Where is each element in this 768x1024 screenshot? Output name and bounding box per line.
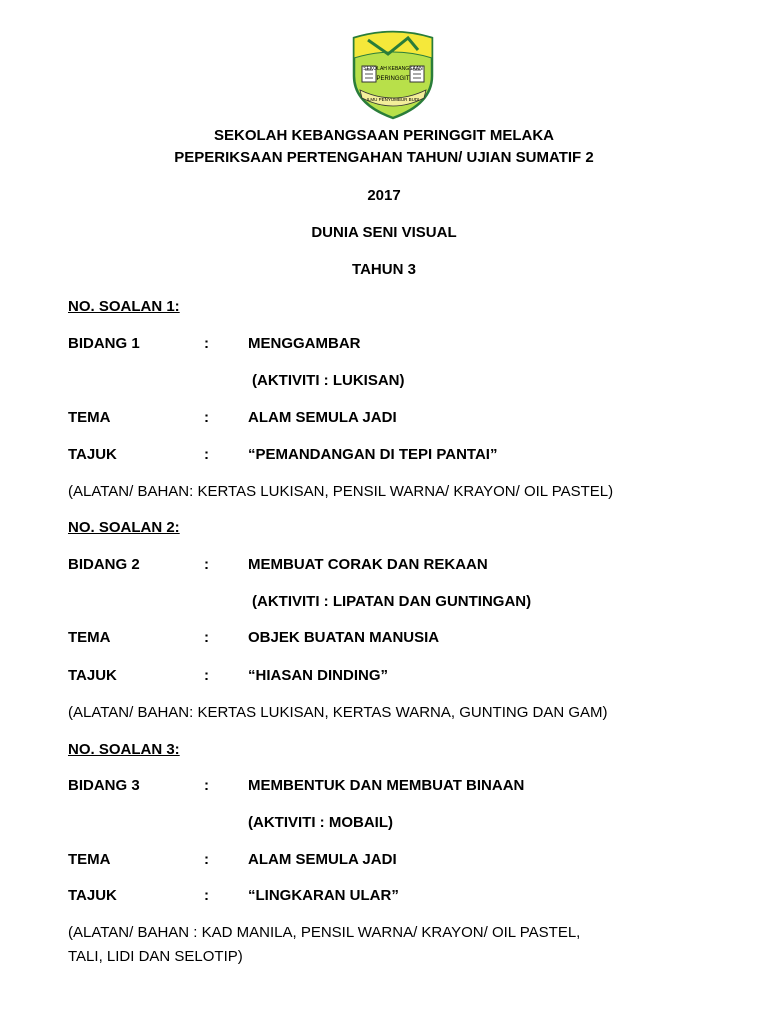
section-2-bidang-label: BIDANG 2 — [68, 556, 140, 573]
section-1-tajuk-label: TAJUK — [68, 446, 117, 463]
section-3-bidang-label: BIDANG 3 — [68, 777, 140, 794]
section-1-tajuk-colon: : — [204, 446, 209, 463]
section-1-alatan: (ALATAN/ BAHAN: KERTAS LUKISAN, PENSIL WARNA/ KRAYON/ OIL PASTEL) — [68, 483, 614, 500]
section-1-aktiviti: (AKTIVITI : LUKISAN) — [252, 372, 405, 389]
section-1-bidang-colon: : — [204, 335, 209, 352]
section-1-heading: NO. SOALAN 1: — [68, 298, 180, 315]
section-2-tema-value: OBJEK BUATAN MANUSIA — [248, 629, 440, 646]
section-1-tema-value: ALAM SEMULA JADI — [248, 409, 397, 426]
section-1-bidang-label: BIDANG 1 — [68, 335, 140, 352]
section-3-bidang-colon: : — [204, 777, 209, 794]
section-2-tajuk-colon: : — [204, 667, 209, 684]
section-3-alatan-line-2: TALI, LIDI DAN SELOTIP) — [68, 948, 243, 965]
section-3-bidang-value: MEMBENTUK DAN MEMBUAT BINAAN — [248, 777, 525, 794]
section-3-heading: NO. SOALAN 3: — [68, 741, 180, 758]
section-3-aktiviti: (AKTIVITI : MOBAIL) — [248, 814, 393, 831]
section-2-tajuk-label: TAJUK — [68, 667, 117, 684]
section-2-tema-colon: : — [204, 629, 209, 646]
section-2-aktiviti: (AKTIVITI : LIPATAN DAN GUNTINGAN) — [252, 593, 532, 610]
section-3-tajuk-colon: : — [204, 887, 209, 904]
section-2-heading: NO. SOALAN 2: — [68, 519, 180, 536]
crest-text-mid: PERINGGIT — [376, 76, 410, 82]
subject-title: DUNIA SENI VISUAL — [311, 224, 457, 241]
exam-title: PEPERIKSAAN PERTENGAHAN TAHUN/ UJIAN SUMATIF 2 — [174, 149, 594, 166]
section-3-alatan-line-1: (ALATAN/ BAHAN : KAD MANILA, PENSIL WARNA/ KRAYON/ OIL PASTEL, — [68, 924, 581, 941]
section-3-tajuk-label: TAJUK — [68, 887, 117, 904]
section-2-tema-label: TEMA — [68, 629, 111, 646]
section-3-tema-colon: : — [204, 851, 209, 868]
section-2-tajuk-value: “HIASAN DINDING” — [248, 667, 389, 684]
school-crest-logo — [348, 24, 438, 120]
section-3-tema-value: ALAM SEMULA JADI — [248, 851, 397, 868]
level-title: TAHUN 3 — [352, 261, 416, 278]
section-1-tajuk-value: “PEMANDANGAN DI TEPI PANTAI” — [248, 446, 498, 463]
crest-text-top: SEKOLAH KEBANGSAAN — [363, 66, 423, 72]
crest-motto: ILMU PENYUMBUR BUDI — [366, 97, 420, 102]
section-1-tema-colon: : — [204, 409, 209, 426]
section-2-alatan: (ALATAN/ BAHAN: KERTAS LUKISAN, KERTAS WARNA, GUNTING DAN GAM) — [68, 704, 608, 721]
section-2-bidang-colon: : — [204, 556, 209, 573]
school-name: SEKOLAH KEBANGSAAN PERINGGIT MELAKA — [213, 127, 554, 144]
section-1-bidang-value: MENGGAMBAR — [248, 335, 361, 352]
section-3-tema-label: TEMA — [68, 851, 111, 868]
exam-year: 2017 — [367, 187, 401, 204]
section-1-tema-label: TEMA — [68, 409, 111, 426]
section-3-tajuk-value: “LINGKARAN ULAR” — [248, 887, 399, 904]
section-2-bidang-value: MEMBUAT CORAK DAN REKAAN — [248, 556, 488, 573]
